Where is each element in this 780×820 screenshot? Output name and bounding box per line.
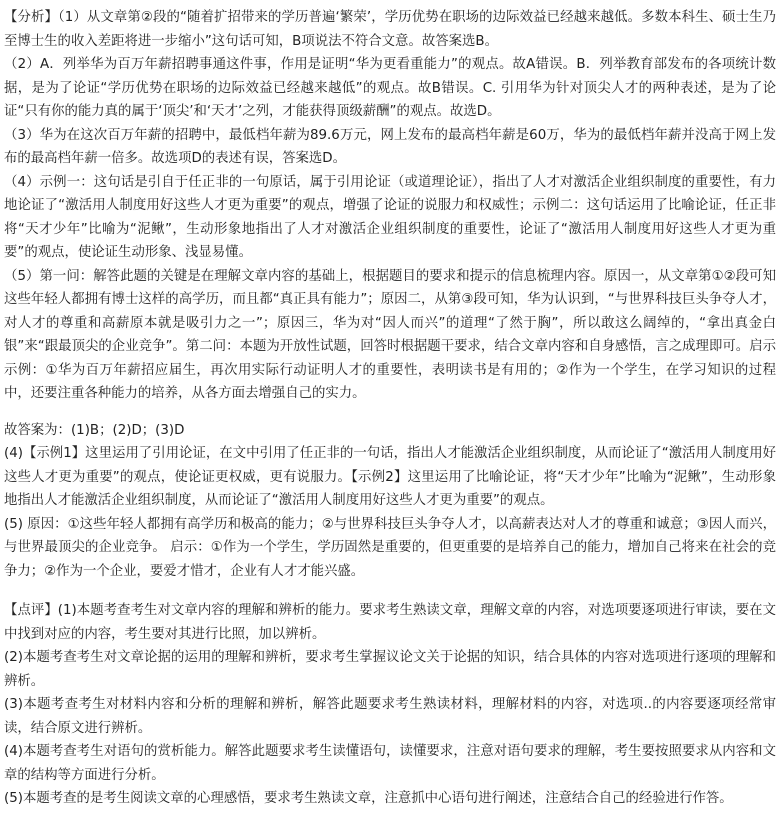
comment-part-1: 【点评】(1)本题考查考生对文章内容的理解和辨析的能力。要求考生熟读文章，理解文章的内容，对选项要逐项进行审读，要在文中找到对应的内容，考生要对其进行比照，加以辨析。 bbox=[4, 603, 776, 642]
answer-summary: 故答案为：(1)B；(2)D；(3)D bbox=[4, 422, 185, 438]
comment-part-5: (5)本题考查的是考生阅读文章的心理感悟，要求考生熟读文章，注意抓中心语句进行阐述，注意结合自己的经验进行作答。 bbox=[4, 791, 733, 806]
analysis-part-1: 【分析】（1）从文章第②段的“随着扩招带来的学历普遍‘繁荣’，学历优势在职场的边际效益已经越来越低。多数本科生、硕士生乃至博士生的收入差距将进一步缩小”这句话可知，B项说法不符合文意。故答案选B。 bbox=[4, 10, 776, 49]
comment-part-4: (4)本题考查考生对语句的赏析能力。解答此题要求考生读懂语句，读懂要求，注意对语句要求的理解，考生要按照要求从内容和文章的结构等方面进行分析。 bbox=[4, 744, 776, 783]
section-spacer bbox=[4, 406, 776, 419]
analysis-section bbox=[4, 6, 776, 406]
answer-part-4: (4)【示例1】这里运用了引用论证，在文中引用了任正非的一句话，指出人才能激活企业组织制度，从而论证了“激活用人制度用好这些人才更为重要”的观点，使论证更权威，更有说服力。【示例2】这里运用了比喻论证，将“天才少年”比喻为“泥鳅”，生动形象地指出人才能激活企业组织制度，从而论证了“激活用人制度用好这些人才更为重要”的观点。 bbox=[4, 446, 776, 508]
answer-part-5: (5) 原因：①这些年轻人都拥有高学历和极高的能力；②与世界科技巨头争夺人才，以高薪表达对人才的尊重和诚意；③因人而兴，与世界最顶尖的企业竞争。 启示：①作为一个学生，学历固然是重要的，但更重要的是培养自己的能力，增加自己将来在社会的竞争力；②作为一个企业，要爱才惜才，企业有人才才能兴盛。 bbox=[4, 516, 776, 579]
analysis-part-3: （3）华为在这次百万年薪的招聘中，最低档年薪为89.6万元，网上发布的最高档年薪是60万，华为的最低档年薪并没高于网上发布的最高档年薪一倍多。故选项D的表述有误，答案选D。 bbox=[4, 127, 776, 166]
answers-section bbox=[4, 419, 776, 584]
comments-section bbox=[4, 599, 776, 811]
analysis-part-5: （5）第一问：解答此题的关键是在理解文章内容的基础上，根据题目的要求和提示的信息梳理内容。原因一，从文章第①②段可知这些年轻人都拥有博士这样的高学历，而且都“真正具有能力”；原因二，从第③段可知，华为认识到，“与世界科技巨头争夺人才，对人才的尊重和高薪原本就是吸引力之一”；原因三，华为对“因人而兴”的道理“了然于胸”，所以敢这么阔绰的，“拿出真金白银”来“跟最顶尖的企业竞争”。第二问：本题为开放性试题，回答时根据题干要求，结合文章内容和自身感悟，言之成理即可。启示示例：①华为百万年薪招应届生，再次用实际行动证明人才的重要性，表明读书是有用的；②作为一个学生，在学习知识的过程中，还要注重各种能力的培养，从各方面去增强自己的实力。 bbox=[4, 268, 776, 401]
analysis-part-4: （4）示例一：这句话是引自于任正非的一句原话，属于引用论证（或道理论证），指出了人才对激活企业组织制度的重要性，有力地论证了“激活用人制度用好这些人才更为重要”的观点，增强了论证的说服力和权威性；示例二：这句话运用了比喻论证，任正非将“天才少年”比喻为“泥鳅”，生动形象地指出了人才对激活企业组织制度的重要性，论证了“激活用人制度用好这些人才更为重要”的观点，使论证生动形象、浅显易懂。 bbox=[4, 174, 776, 260]
comment-part-2: (2)本题考查考生对文章论据的运用的理解和辨析，要求考生掌握议论文关于论据的知识，结合具体的内容对选项进行逐项的理解和辨析。 bbox=[4, 650, 776, 689]
section-spacer bbox=[4, 583, 776, 599]
analysis-part-2: （2）A．列举华为百万年薪招聘事通这件事，作用是证明“华为更看重能力”的观点。故A错误。B．列举教育部发布的各项统计数据，是为了论证“学历优势在职场的边际效益已经越来越低”的观点。故B错误。C. 引用华为针对顶尖人才的两种表述，是为了论证“只有你的能力真的属于‘顶尖’和‘天才’之列，才能获得顶级薪酬”的观点。故选D。 bbox=[4, 57, 776, 119]
comment-part-3: (3)本题考查考生对材料内容和分析的理解和辨析，解答此题要求考生熟读材料，理解材料的内容，对选项..的内容要逐项经常审读，结合原文进行辨析。 bbox=[4, 697, 776, 736]
